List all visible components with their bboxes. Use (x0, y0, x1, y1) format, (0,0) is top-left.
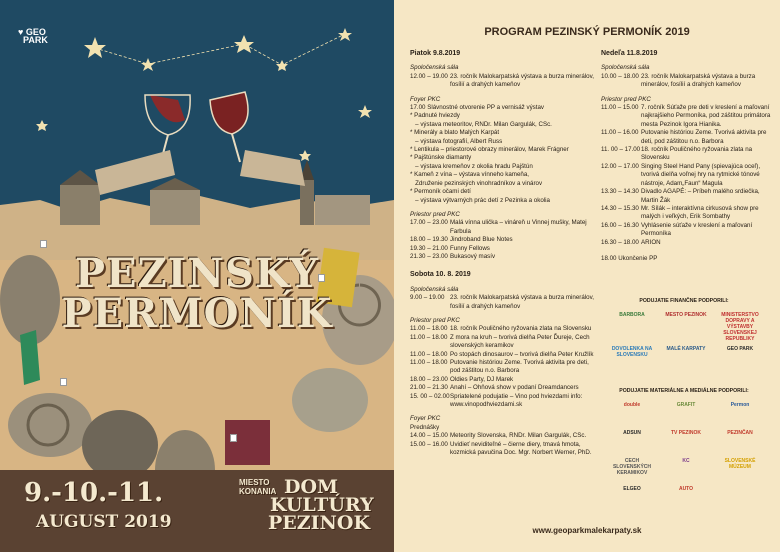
logo-text-park: PARK (23, 35, 48, 45)
event-description: Putovanie históriou Zeme. Tvorivá aktivita pre deti, pod záštitou n.o. Barbora (641, 129, 767, 145)
event-description: Jindroband Blue Notes (450, 236, 513, 244)
venue-name-line3: PEZINOK (268, 512, 370, 534)
program-event (410, 432, 594, 440)
venue-name-line2: KULTÚRY (270, 494, 374, 516)
wine-glasses-icon (95, 92, 305, 195)
event-description: Malá vínna ulička – vináreň u Vinnej mušky, Matej Farbula (450, 219, 587, 235)
event-time: 16.00 – 16.30 (601, 221, 639, 229)
sponsor-logo: TV PEZINOK (670, 430, 701, 436)
event-description: Oldies Party, DJ Marek (450, 375, 514, 383)
program-event (410, 73, 594, 90)
program-line: Prednášky (410, 423, 440, 431)
program-event (410, 325, 594, 333)
venue-label-line: KONANIA (239, 487, 277, 496)
poster-month-year: AUGUST 2019 (36, 512, 172, 532)
day-heading: Nedeľa 11.8.2019 (601, 50, 658, 57)
program-line: – výstava výtvarných prác detí z Pezinka a okolia (410, 196, 550, 204)
event-time: 11.00 – 18.00 (410, 325, 448, 333)
poster-dates: 9.-10.-11. (24, 478, 164, 508)
sponsor-logo: Permon (730, 402, 750, 408)
sponsor-logo: double (623, 402, 641, 408)
event-time: 18.00 – 19.30 (410, 236, 448, 244)
sponsor-logo: GRAFIT (676, 402, 696, 408)
program-event (601, 163, 773, 188)
event-description: 18. ročník Pouličného ryžovania zlata na Slovensku (641, 146, 753, 162)
venue-heading: Spoločenská sála (410, 64, 459, 72)
program-line: Združenie pezinských vinohradníkov a vinárov (410, 179, 543, 187)
event-description: 23. ročník Malokarpatská výstava a burza minerálov, fosílií a drahých kameňov (450, 72, 594, 89)
event-time: 16.30 – 18.00 (601, 238, 639, 246)
stars-icon (36, 28, 372, 161)
program-line: * Pajštúnske diamanty (410, 154, 472, 162)
program-line: * Minerály a blato Malých Karpát (410, 129, 500, 137)
program-event (601, 239, 773, 247)
venue-heading: Priestor pred PKC (410, 210, 460, 218)
program-event (410, 253, 594, 261)
website-url: www.geoparkmalekarpaty.sk (532, 526, 642, 535)
sponsor-logo: ELGEO (623, 486, 641, 492)
event-time: 13.30 – 14.30 (601, 188, 639, 196)
event-description: 23. ročník Malokarpatská výstava a burza minerálov, fosílií a drahých kameňov (450, 294, 594, 310)
event-description: Anahí – Ohňová show v podaní Dreamdancers (450, 384, 579, 392)
event-description: Divadlo AGAPÉ: – Príbeh malého srdiečka, Martin Žák (641, 188, 760, 204)
event-description: Z mora na kruh – tvorivá dielňa Peter Ďureje, Cech slovenských keramikov (450, 333, 590, 350)
program-event (410, 351, 594, 359)
label-tag (230, 434, 237, 442)
event-time: 15. 00 – 02.00 (410, 392, 450, 400)
program-event (410, 393, 594, 410)
event-description: Po stopách dinosaurov – tvorivá dielňa Peter Kružlík (450, 350, 594, 358)
venue-label-line: MIESTO (239, 478, 270, 487)
financial-sponsors-heading: PODUJATIE FINANČNE PODPORILI: (639, 298, 729, 304)
program-line: * Kameň z vína – výstava vínneho kameňa, (410, 171, 530, 179)
sponsor-logo: SLOVENSKÉ MÚZEUM (724, 458, 756, 470)
event-time: 19.30 – 21.00 (410, 244, 448, 252)
sponsor-logo: MINISTERSTVO DOPRAVY A VÝSTAVBY SLOVENSKEJ REPUBLIKY (721, 312, 759, 342)
event-time: 21.00 – 21.30 (410, 384, 448, 392)
day-heading: Sobota 10. 8. 2019 (410, 271, 471, 279)
sponsor-logo: MALÉ KARPATY (666, 346, 706, 352)
program-event (410, 376, 594, 384)
program-sheet (394, 0, 780, 552)
program-line: 18.00 Ukončenie PP (601, 254, 658, 262)
sponsor-logo: CECH SLOVENSKÝCH KERAMIKOV (612, 458, 652, 476)
event-time: 12.00 – 17.00 (601, 162, 639, 170)
event-description: ARION (641, 238, 661, 246)
program-line: 17.00 Slávnostné otvorenie PP a vernisáž výstav (410, 104, 545, 112)
program-column-right (601, 50, 773, 263)
program-event (601, 222, 773, 239)
venue-heading: Spoločenská sála (410, 285, 459, 293)
program-event (601, 146, 773, 163)
media-sponsors-heading: PODUJATIE MATERIÁLNE A MEDIÁLNE PODPORILI: (619, 388, 749, 394)
event-time: 14.30 – 15.30 (601, 204, 639, 212)
event-time: 18.00 – 23.00 (410, 375, 448, 383)
program-event (410, 441, 594, 458)
event-description: 18. ročník Pouličného ryžovania zlata na Slovensku (450, 325, 592, 333)
program-line: – výstava kremeňov z okolia hradu Pajštún (410, 162, 533, 170)
program-line: * Permoník očami detí (410, 188, 471, 196)
event-description: Meteority Slovenska, RNDr. Milan Gargulák, CSc. (450, 432, 587, 440)
sponsor-logo: GEO PARK (726, 346, 754, 352)
event-description: Bukasový masív (450, 252, 496, 260)
event-description: 23. ročník Malokarpatská výstava a burza minerálov, fosílií a drahých kameňov (641, 72, 756, 89)
venue-heading: Foyer PKC (410, 415, 441, 423)
spacer (601, 247, 773, 255)
geopark-logo (18, 28, 48, 44)
venue-name-line1: DOM (284, 476, 339, 498)
label-tag (40, 240, 47, 248)
venue-heading: Foyer PKC (410, 95, 441, 103)
program-event (601, 188, 773, 205)
sponsor-logo: AUTO (678, 486, 694, 492)
poster-title-line1: PEZINSKÝ (74, 250, 320, 297)
event-description: Singing Steel Hand Pany (spievajúca oceľ), tvorivá dielňa voľnej hry na rytmické tónové nástroje, Adam„Faun“ Magula (641, 162, 761, 187)
event-description: Vyhlásenie súťaže v kreslení a maľovaní Permoníka (641, 221, 753, 238)
program-line: – výstava fotografií, Albert Russ (410, 137, 503, 145)
sponsor-logo: KC (682, 458, 690, 464)
program-line: * Lentikula – priestorové obrazy minerálov, Marek Frágner (410, 146, 569, 154)
program-event (601, 73, 773, 90)
label-tag (60, 378, 67, 386)
program-event (410, 294, 594, 311)
event-time: 17.00 – 23.00 (410, 219, 448, 227)
sponsor-logo: MESTO PEZINOK (665, 312, 707, 318)
event-description: Uvidieť neviditeľné – čierne diery, tmavá hmota, kozmická pavučina Doc. Mgr. Norbert Werner, PhD. (450, 440, 592, 457)
program-column-left (410, 50, 594, 457)
heart-icon: ♥ (18, 27, 24, 37)
sponsor-logo: ADSUN (623, 430, 641, 436)
event-time: 14.00 – 15.00 (410, 432, 448, 440)
event-time: 9.00 – 19.00 (410, 294, 445, 302)
program-event (601, 104, 773, 129)
venue-heading: Priestor pred PKC (601, 95, 651, 103)
event-description: Funny Fellows (450, 244, 490, 252)
venue-heading: Spoločenská sála (601, 64, 650, 72)
event-time: 10.00 – 18.00 (601, 72, 639, 80)
program-line: – výstava meteoritov, RNDr. Milan Gargulák, CSc. (410, 120, 552, 128)
venue-heading: Priestor pred PKC (410, 316, 460, 324)
program-title: PROGRAM PEZINSKÝ PERMONÍK 2019 (484, 26, 690, 38)
event-description: Mr. Sílák – interaktívna cirkusová show pre malých i veľkých, Erik Sombathy (641, 204, 759, 221)
program-event (410, 245, 594, 253)
poster-title-line2: PERMONÍK (61, 290, 333, 337)
program-event (410, 359, 594, 376)
sponsor-logo: PEZINČAN (727, 430, 753, 436)
program-event (410, 219, 594, 236)
sponsor-logo: DOVOLENKA NA SLOVENSKU (611, 346, 653, 358)
program-event (601, 129, 773, 146)
day-heading: Piatok 9.8.2019 (410, 50, 461, 57)
program-event (410, 334, 594, 351)
event-time: 11.00 – 18.00 (410, 359, 448, 366)
sponsor-logo: BARBORA (619, 312, 645, 318)
event-time: 11.00 – 18.00 (410, 333, 448, 341)
event-time: 11.00 – 15.00 (601, 104, 639, 112)
event-time: 15.00 – 16.00 (410, 440, 448, 448)
program-event (410, 384, 594, 392)
event-description: 7. ročník Súťaže pre deti v kreslení a maľovaní najkrajšieho Permoníka, pod záštitou primátora mesta Pezinok Igora Hianika. (641, 104, 771, 128)
event-description: Spriatelené podujatie – Vino pod hviezdami info: www.vinopodhviezdami.sk (450, 392, 583, 409)
event-time: 11.00 – 18.00 (410, 350, 448, 358)
program-event (601, 205, 773, 222)
event-time: 11.00 – 16.00 (601, 129, 639, 137)
event-description: Putovanie históriou Zeme. Tvorivá aktivita pre deti, pod záštitou n.o. Barbora (450, 359, 589, 375)
program-event (410, 236, 594, 244)
event-time: 21.30 – 23.00 (410, 252, 448, 260)
event-time: 12.00 – 19.00 (410, 72, 448, 80)
event-time: 11. 00 – 17.00 (601, 146, 641, 154)
logo-text-geo: GEO (25, 27, 46, 37)
program-line: * Padnuté hviezdy (410, 112, 460, 120)
